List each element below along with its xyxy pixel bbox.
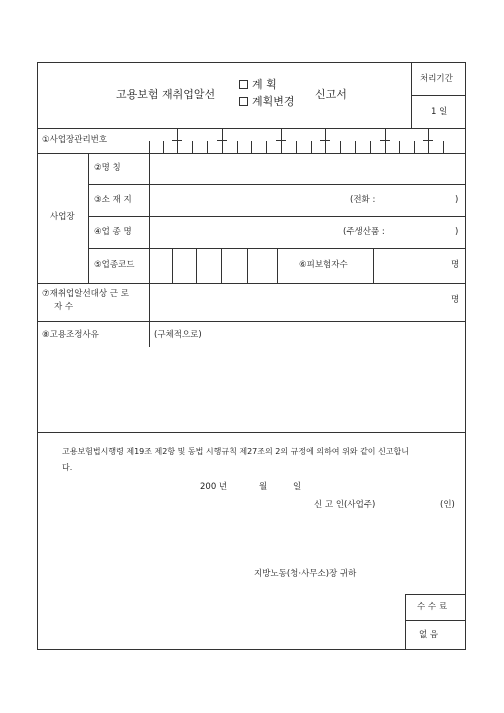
industry-field[interactable] bbox=[151, 218, 336, 244]
biz-no-cell-divider bbox=[370, 141, 371, 153]
declaration-text: 고용보험법시행령 제19조 제2항 및 동법 시행규칙 제27조의 2의 규정에 의하여 위와 같이 신고합니 bbox=[62, 447, 409, 456]
fee-divider bbox=[405, 594, 406, 650]
biz-no-cell-divider bbox=[207, 141, 208, 153]
option-plan[interactable]: 계 획 bbox=[239, 80, 277, 90]
form-title: 고용보험 재취업알선 bbox=[116, 88, 216, 101]
insured-unit: 명 bbox=[451, 260, 460, 270]
industry-code-label: ⑤업종코드 bbox=[94, 260, 135, 270]
biz-no-cell-divider bbox=[222, 129, 223, 153]
biz-no-cell-divider bbox=[340, 141, 341, 153]
target-divider bbox=[149, 283, 150, 321]
form-title-suffix: 신고서 bbox=[315, 88, 347, 101]
row-line bbox=[37, 283, 466, 284]
target-label: ⑦재취업알선대상 근 로 bbox=[42, 289, 129, 299]
declaration-text-line2: 다. bbox=[62, 463, 73, 472]
workplace-label: 사업장 bbox=[50, 212, 75, 222]
industry-code-cell-divider bbox=[172, 248, 173, 283]
workplace-divider bbox=[88, 153, 89, 283]
biz-no-cell-divider bbox=[149, 141, 150, 153]
label-divider bbox=[149, 153, 150, 283]
biz-no-cell-divider bbox=[355, 141, 356, 153]
fee-value: 없 음 bbox=[419, 630, 439, 640]
insured-label: ⑥피보험자수 bbox=[299, 260, 348, 270]
product-close: ) bbox=[455, 227, 459, 237]
processing-period-value: 1 일 bbox=[431, 107, 448, 117]
reason-hint: (구체적으로) bbox=[154, 330, 202, 340]
target-label-line2: 자 수 bbox=[54, 302, 74, 312]
biz-no-dash bbox=[380, 140, 390, 141]
biz-no-cell-divider bbox=[414, 141, 415, 153]
checkbox-plan[interactable] bbox=[239, 80, 248, 89]
biz-no-dash bbox=[217, 140, 227, 141]
biz-no-cell-divider bbox=[192, 141, 193, 153]
product-label: (주생산품 : bbox=[343, 227, 385, 237]
phone-label: (전화 : bbox=[350, 195, 376, 205]
row-line bbox=[88, 216, 466, 217]
address-field[interactable] bbox=[151, 186, 341, 212]
frame-right bbox=[465, 62, 466, 650]
biz-no-cell-divider bbox=[311, 141, 312, 153]
row-line bbox=[37, 128, 466, 129]
recipient: 지방노동(청·사무소)장 귀하 bbox=[254, 569, 357, 579]
date-month: 월 bbox=[259, 482, 268, 492]
biz-no-cell-divider bbox=[177, 129, 178, 153]
biz-no-cell-divider bbox=[251, 141, 252, 153]
row-line bbox=[37, 432, 466, 433]
insured-divider bbox=[373, 248, 374, 283]
option-change[interactable]: 계획변경 bbox=[239, 97, 295, 107]
industry-code-cell-divider bbox=[221, 248, 222, 283]
frame-top bbox=[37, 62, 466, 63]
checkbox-change[interactable] bbox=[239, 97, 248, 106]
biz-no-cell-divider bbox=[428, 129, 429, 153]
frame-left bbox=[37, 62, 38, 650]
biz-no-cell-divider bbox=[296, 141, 297, 153]
biz-no-cell-divider bbox=[399, 141, 400, 153]
date-day: 일 bbox=[293, 482, 302, 492]
biz-no-cell-divider bbox=[325, 129, 326, 153]
biz-no-label: ①사업장관리번호 bbox=[42, 135, 108, 145]
phone-close: ) bbox=[455, 195, 459, 205]
target-unit: 명 bbox=[451, 295, 460, 305]
period-mid bbox=[411, 95, 466, 96]
fee-top bbox=[405, 594, 466, 595]
address-label: ③소 재 지 bbox=[94, 195, 132, 205]
insured-divider bbox=[277, 248, 278, 283]
industry-label: ④업 종 명 bbox=[94, 227, 132, 237]
biz-no-dash bbox=[172, 140, 182, 141]
date-year: 200 년 bbox=[200, 482, 228, 492]
biz-no-dash bbox=[320, 140, 330, 141]
reason-divider bbox=[149, 321, 150, 347]
row-line bbox=[37, 321, 466, 322]
row-line bbox=[88, 184, 466, 185]
reporter-label: 신 고 인(사업주) bbox=[314, 500, 376, 510]
biz-no-cell-divider bbox=[266, 141, 267, 153]
biz-no-cell-divider bbox=[385, 129, 386, 153]
processing-period-label: 처리기간 bbox=[420, 74, 453, 84]
biz-no-cell-divider bbox=[443, 141, 444, 153]
insured-count-field[interactable] bbox=[375, 250, 445, 281]
fee-mid bbox=[405, 620, 466, 621]
biz-no-cell-divider bbox=[281, 129, 282, 153]
target-count-field[interactable] bbox=[151, 285, 445, 319]
frame-bottom bbox=[37, 649, 466, 650]
biz-no-cell-divider bbox=[237, 141, 238, 153]
fee-label: 수 수 료 bbox=[417, 602, 448, 612]
biz-no-dash bbox=[276, 140, 286, 141]
reason-label: ⑧고용조정사유 bbox=[42, 330, 99, 340]
biz-no-cell-divider bbox=[163, 141, 164, 153]
seal-mark: (인) bbox=[440, 500, 455, 510]
biz-no-dash bbox=[423, 140, 433, 141]
row-line bbox=[37, 153, 466, 154]
industry-code-cell-divider bbox=[196, 248, 197, 283]
reason-field[interactable] bbox=[39, 348, 463, 430]
name-field[interactable] bbox=[151, 155, 463, 181]
industry-code-cell-divider bbox=[247, 248, 248, 283]
name-label: ②명 칭 bbox=[94, 163, 121, 173]
